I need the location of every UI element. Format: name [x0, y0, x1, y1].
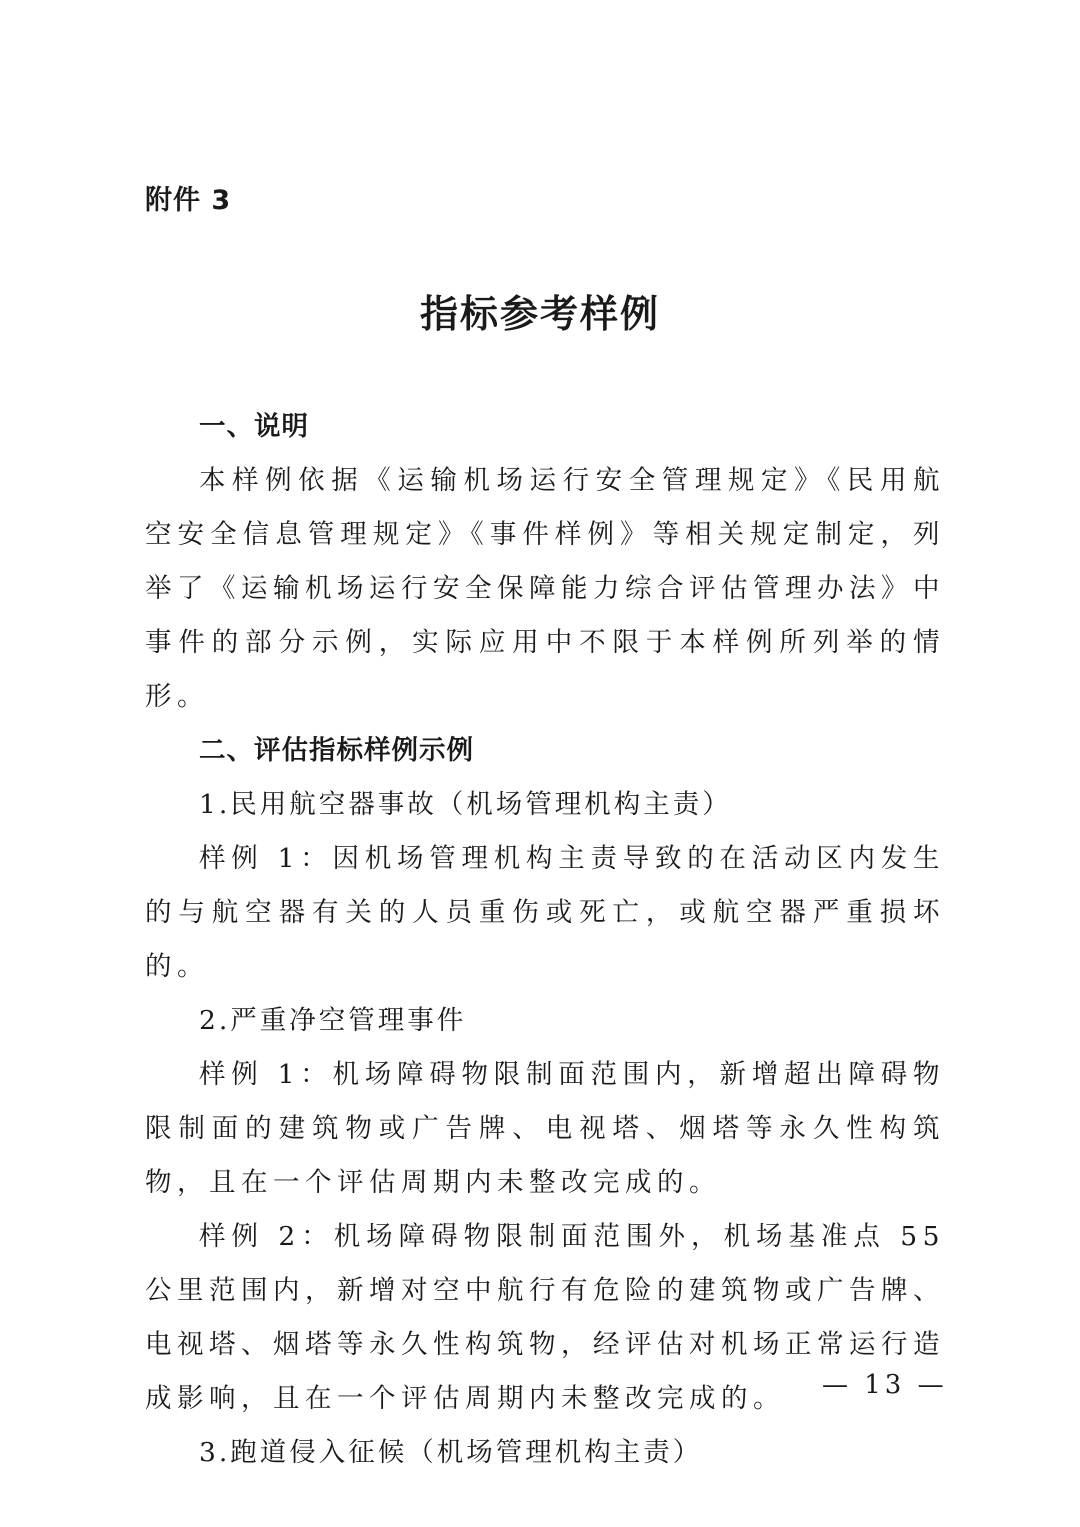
document-body	[145, 400, 945, 1480]
item-title-3: 3.跑道侵入征候（机场管理机构主责）	[199, 1437, 703, 1468]
item-title-2: 2.严重净空管理事件	[199, 1005, 467, 1036]
page-number: — 13 —	[822, 1370, 948, 1400]
item-2-example-2: 样例 2：机场障碍物限制面范围外，机场基准点 55 公里范围内，新增对空中航行有危险的建筑物或广告牌、电视塔、烟塔等永久性构筑物，经评估对机场正常运行造成影响，且在一个评估周期内未整改完成的。	[145, 1221, 945, 1414]
item-title-1: 1.民用航空器事故（机场管理机构主责）	[199, 789, 732, 820]
item-2-example-1: 样例 1：机场障碍物限制面范围内，新增超出障碍物限制面的建筑物或广告牌、电视塔、烟塔等永久性构筑物，且在一个评估周期内未整改完成的。	[145, 1059, 945, 1198]
explanation-paragraph: 本样例依据《运输机场运行安全管理规定》《民用航空安全信息管理规定》《事件样例》等相关规定制定，列举了《运输机场运行安全保障能力综合评估管理办法》中事件的部分示例，实际应用中不限于本样例所列举的情形。	[145, 465, 945, 712]
page-title: 指标参考样例	[419, 292, 660, 336]
item-1-example-1: 样例 1：因机场管理机构主责导致的在活动区内发生的与航空器有关的人员重伤或死亡，或航空器严重损坏的。	[145, 843, 945, 982]
section-heading-examples: 二、评估指标样例示例	[199, 735, 474, 766]
attachment-label: 附件 3	[145, 185, 232, 216]
section-heading-explanation: 一、说明	[199, 411, 309, 442]
